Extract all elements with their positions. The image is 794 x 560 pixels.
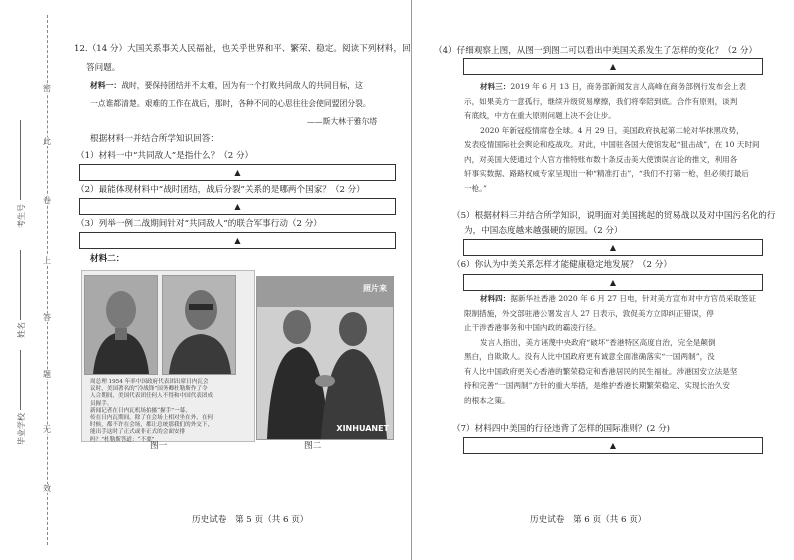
- material-4-text: 据新华社香港 2020 年 6 月 27 日电，针对美方宣布对中方官员采取签证: [510, 294, 757, 303]
- question-4: （4）仔细观察上图，从图一到图二可以看出中美国关系发生了怎样的变化？（2 分）: [434, 46, 758, 56]
- answer-box-3[interactable]: [79, 232, 396, 249]
- material-4-line: 限制措施，外交部驻港公署发言人 27 日表示，敦促美方立即纠正错误，停: [464, 308, 714, 318]
- material-4-line: [464, 292, 764, 307]
- xinhuanet-watermark: XINHUANET: [336, 424, 389, 433]
- school-line: [20, 350, 21, 410]
- figure-2-label: 图二: [304, 441, 322, 451]
- material-4-line: 发言人指出，美方诬蔑中央政府“破坏”香港特区高度自治，完全是颠倒: [480, 337, 716, 347]
- question-3: （3）列举一例二战期间针对“共同敌人”的联合军事行动（2 分）: [76, 219, 322, 229]
- material-3-line: 轩事实数据、路路权威专家呈现出一种“精准打击”，“我们不打第一枪，但必须打最后: [464, 169, 750, 178]
- candidate-number-line: [20, 120, 21, 200]
- caption-line: 吗？”杜勒斯答道：“不要”: [90, 436, 155, 443]
- portrait-zhou-enlai: [84, 275, 158, 375]
- answer-marker: ▲: [609, 61, 617, 71]
- binding-strip: [0, 0, 62, 560]
- answer-box-5[interactable]: [463, 239, 763, 256]
- question-5-line2: 为，中国态度越来越强硬的原因。（2 分）: [464, 226, 623, 236]
- material-1-text-2: 一点谁都清楚。艰难的工作在战后，那时，各种不同的心思往往会使同盟团分裂。: [90, 99, 371, 108]
- material-4: [464, 292, 764, 408]
- material-1-source: ——斯大林于雅尔塔: [307, 117, 378, 126]
- caption-line: 人合期间，美国代表团任何人不得和中国代表团成: [90, 393, 214, 400]
- answer-box-1[interactable]: [79, 164, 396, 181]
- caption-line: 能出手这时了正式或非正式的会面安排: [90, 429, 186, 436]
- caption-line: 传在日内瓦期间，除了在会场上相对坐在外，在何: [90, 415, 214, 422]
- answer-marker: ▲: [609, 242, 617, 252]
- material-3-line: 发表疫情国际社会舆论和疫战攻。对此，中国驻各国大使馆发起“狙击战”，在 10 天时间: [464, 140, 760, 149]
- caption-line: 员握手。: [90, 400, 113, 407]
- material-4-line: 黑白，自欺欺人。没有人比中国政府更有诚意全面准确落实“一国两制”，没: [464, 352, 715, 361]
- material-4-line: 持和完善“一国两制”方针的重大举措，是维护香港长期繁荣稳定、实现长治久安: [464, 381, 730, 390]
- name-line: [20, 250, 21, 320]
- material-4-label: 材料四：: [480, 294, 511, 303]
- caption-line: 周总理 1954 年率中国政府代表团出席日内瓦会: [90, 379, 209, 385]
- page-6-footer: 历史试卷 第 6 页（共 6 页）: [530, 515, 647, 525]
- seal-dotted-line: [47, 15, 48, 545]
- page-5-footer: 历史试卷 第 5 页（共 6 页）: [192, 515, 309, 525]
- instruction: 根据材料一并结合所学知识回答：: [90, 134, 219, 144]
- caption-line: 时候，都不许在会场，都让总统那我们的外交下，: [90, 422, 214, 429]
- school-label: 毕业学校: [17, 413, 26, 445]
- question-2: （2）最能体现材料中“战时团结，战后分裂”关系的是哪两个国家？（2 分）: [76, 185, 365, 195]
- answer-marker: ▲: [609, 277, 617, 287]
- answer-marker: ▲: [234, 201, 241, 211]
- page-5: [62, 0, 412, 560]
- portrait-dulles: [162, 275, 236, 375]
- figure-1: [81, 270, 255, 442]
- page-6: [418, 0, 788, 560]
- material-3-line: 2020 年新冠疫情席卷全球。4 月 29 日，美国政府执起第二轮对华抹黑攻势，: [480, 125, 744, 135]
- material-2-label: 材料二：: [90, 254, 125, 264]
- seal-char: 答: [43, 313, 51, 322]
- name-label: 姓名: [17, 322, 26, 338]
- material-3-text: 2019 年 6 月 13 日，商务部新闻发言人高峰在商务部例行发布会上表: [510, 82, 747, 91]
- material-3-line: 示，如果美方一意孤行，继续升级贸易摩擦，我们将奉陪到底。合作有原则，谈判: [464, 96, 738, 106]
- material-1: [90, 81, 363, 91]
- answer-box-4[interactable]: [463, 58, 763, 75]
- answer-box-6[interactable]: [463, 274, 763, 291]
- material-4-line: 的根本之策。: [464, 395, 510, 405]
- material-1-text: 战时，要保持团结并不太难，因为有一个打败共同敌人的共同目标，这: [121, 81, 363, 90]
- answer-marker: ▲: [234, 235, 241, 245]
- caption-line: 新闻记者在日内瓦机场拍摄“握手”一幕，: [90, 407, 191, 414]
- question-6: （6）你认为中美关系怎样才能健康稳定地发展？（2 分）: [452, 260, 672, 270]
- material-4-line: 止干涉香港事务和中国内政的霸凌行径。: [464, 323, 601, 332]
- material-3-line: [464, 80, 764, 95]
- seal-char: 卷: [43, 196, 51, 205]
- material-3-line: 有底线，中方在重大原则问题上决不会让步。: [464, 111, 616, 120]
- material-4-line: 有人比中国政府更关心香港的繁荣稳定和香港居民的民生福祉。涉港国安立法是坚: [464, 366, 738, 376]
- page-divider: [411, 0, 412, 560]
- candidate-number-label: 考生号: [17, 204, 26, 228]
- question-12-line2: 答问题。: [86, 63, 121, 73]
- question-7: （7）材料四中美国的行径违背了怎样的国际准则？(2 分): [452, 424, 671, 434]
- figure-1-caption: [90, 379, 250, 444]
- answer-marker: ▲: [609, 440, 617, 450]
- seal-char: 题: [43, 370, 51, 379]
- seal-char: 密: [43, 84, 51, 93]
- material-3: [464, 80, 764, 196]
- caption-line: 议时，美国著名的“冷战锋”国务卿杜勒斯作了令: [90, 386, 208, 393]
- seal-char: 此: [43, 137, 51, 146]
- answer-box-7[interactable]: [463, 437, 763, 454]
- material-3-line: 一枪。”: [464, 183, 487, 193]
- answer-marker: ▲: [234, 167, 241, 177]
- photo-label: 照片来: [363, 284, 387, 293]
- material-3-label: 材料三：: [480, 82, 511, 91]
- seal-char: 无: [43, 425, 51, 434]
- question-12-line1: 12.（14 分）大国关系事关人民福祉，也关乎世界和平、繁荣、稳定。阅读下列材料，回: [74, 44, 411, 54]
- question-5-line1: （5）根据材料三并结合所学知识，说明面对美国挑起的贸易战以及对中国污名化的行: [452, 211, 776, 221]
- figure-2-photo: [256, 276, 394, 440]
- figure-1-label: 图一: [150, 441, 168, 451]
- material-3-line: 内，对美国大使通过个人官方推特账布数十条反击美大使馈误言论的推文，利用各: [464, 154, 738, 164]
- question-1: （1）材料一中“共同敌人”是指什么？（2 分）: [76, 151, 254, 161]
- material-1-label: 材料一：: [90, 81, 122, 90]
- seal-char: 效: [43, 484, 51, 493]
- seal-char: 上: [43, 256, 51, 265]
- answer-box-2[interactable]: [79, 198, 396, 215]
